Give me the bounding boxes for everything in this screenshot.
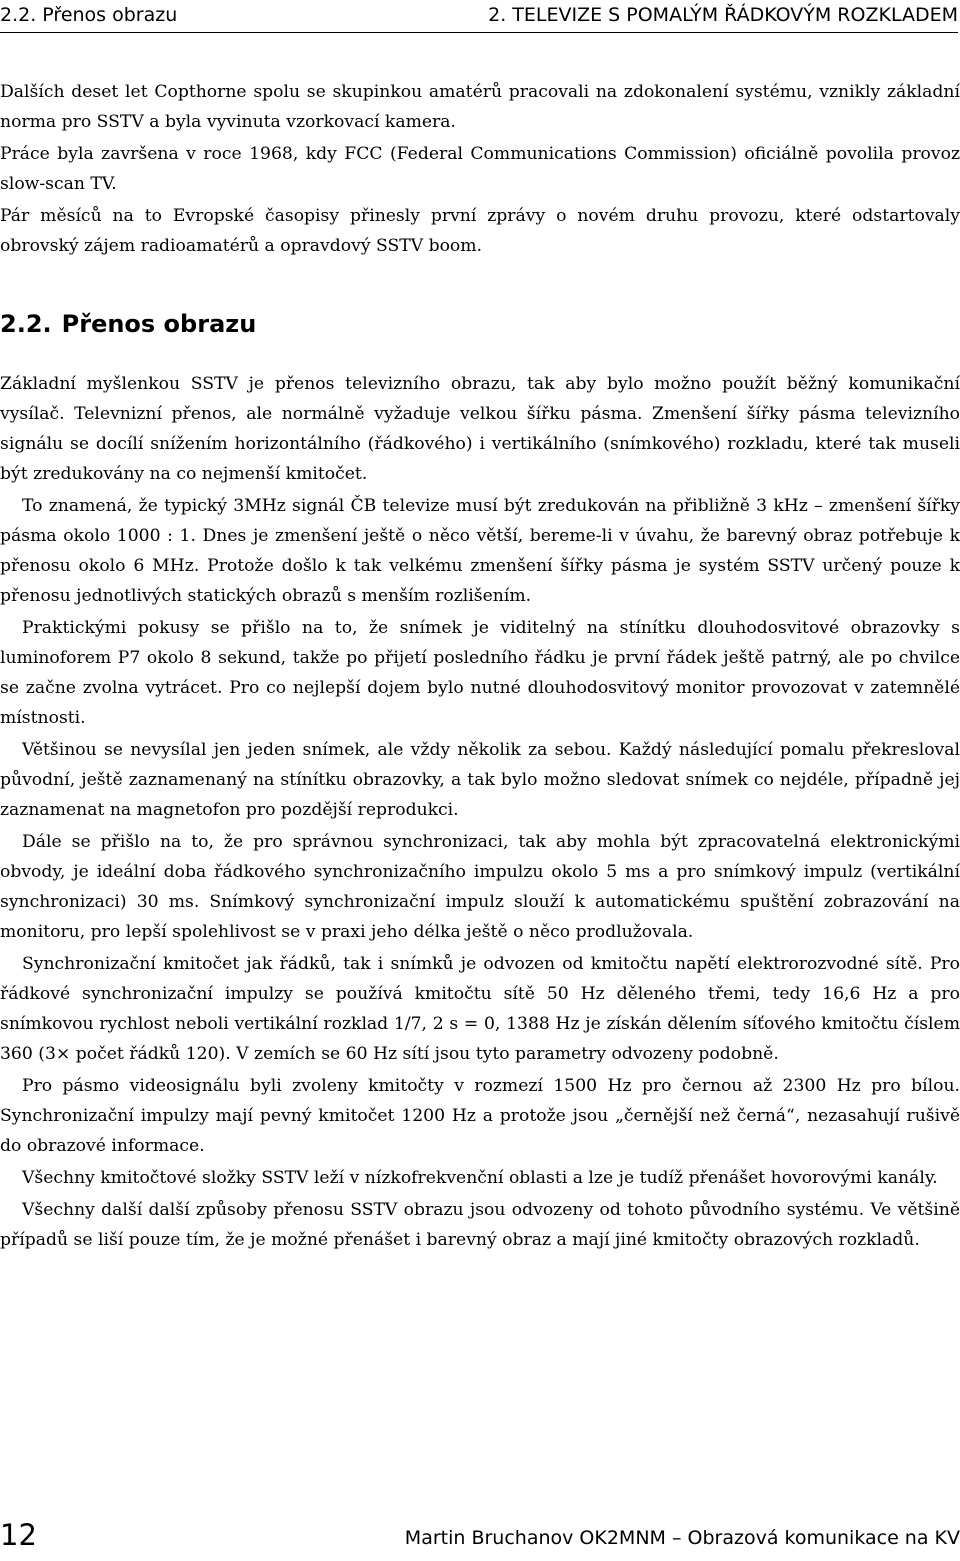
body-paragraph-3: Praktickými pokusy se přišlo na to, že snímek je viditelný na stínítku dlouhodosvitové obrazovky s luminoforem P7 okolo 8 sekund, takže po přijetí posledního řádku je první řádek ještě patrný, ale po chvilce se začne zvolna vytrácet. Pro co nejlepší dojem bylo nutné dlouhodosvitový monitor provozovat v zatemnělé místnosti. [0, 618, 960, 728]
intro-paragraph-1: Dalších deset let Copthorne spolu se skupinkou amatérů pracovali na zdokonalení systému, vznikly základní norma pro SSTV a byla vyvinuta vzorkovací kamera. [0, 82, 960, 132]
page-number: 12 [0, 1518, 37, 1552]
section-title: Přenos obrazu [61, 310, 257, 338]
body-paragraph-5: Dále se přišlo na to, že pro správnou synchronizaci, tak aby mohla být zpracovatelná elektronickými obvody, je ideální doba řádkového synchronizačního impulzu okolo 5 ms a pro snímkový impulz (vertikální synchronizaci) 30 ms. Snímkový synchronizační impulz slouží k automatickému spuštění zobrazování na monitoru, pro lepší spolehlivost se v praxi jeho délka ještě o něco prodlužovala. [0, 832, 960, 942]
running-header [0, 4, 958, 33]
section-heading [0, 309, 960, 339]
header-section-title: 2.2. Přenos obrazu [0, 4, 178, 26]
header-chapter-title: 2. TELEVIZE S POMALÝM ŘÁDKOVÝM ROZKLADEM [488, 4, 958, 26]
intro-paragraph-3: Pár měsíců na to Evropské časopisy přinesly první zprávy o novém druhu provozu, které odstartovaly obrovský zájem radioamatérů a opravdový SSTV boom. [0, 206, 960, 256]
footer-author-title: Martin Bruchanov OK2MNM – Obrazová komunikace na KV [404, 1527, 960, 1549]
body-paragraph-4: Většinou se nevysílal jen jeden snímek, ale vždy několik za sebou. Každý následující pomalu překresloval původní, ještě zaznamenaný na stínítku obrazovky, a tak bylo možno sledovat snímek co nejdéle, případně jej zaznamenat na magnetofon pro pozdější reprodukci. [0, 740, 960, 820]
section-number: 2.2. [0, 310, 52, 338]
body-paragraph-6: Synchronizační kmitočet jak řádků, tak i snímků je odvozen od kmitočtu napětí elektrorozvodné sítě. Pro řádkové synchronizační impulzy se používá kmitočtu sítě 50 Hz děleného třemi, tedy 16,6 Hz a pro snímkovou rychlost neboli vertikální rozklad 1/7, 2 s = 0, 1388 Hz je získán dělením síťového kmitočtu číslem 360 (3× počet řádků 120). V zemích se 60 Hz sítí jsou tyto parametry odvozeny podobně. [0, 954, 960, 1064]
body-paragraph-8: Všechny kmitočtové složky SSTV leží v nízkofrekvenční oblasti a lze je tudíž přenášet hovorovými kanály. [22, 1168, 938, 1188]
page-footer [0, 1518, 960, 1558]
intro-paragraph-2: Práce byla završena v roce 1968, kdy FCC (Federal Communications Commission) oficiálně povolila provoz slow-scan TV. [0, 144, 960, 194]
body-paragraph-9: Všechny další další způsoby přenosu SSTV obrazu jsou odvozeny od tohoto původního systému. Ve většině případů se liší pouze tím, že je možné přenášet i barevný obraz a mají jiné kmitočty obrazových rozkladů. [0, 1200, 960, 1250]
body-paragraph-1: Základní myšlenkou SSTV je přenos televizního obrazu, tak aby bylo možno použít běžný komunikační vysílač. Televnizní přenos, ale normálně vyžaduje velkou šířku pásma. Zmenšení šířky pásma televizního signálu se docílí snížením horizontálního (řádkového) i vertikálního (snímkového) rozkladu, které tak museli být zredukovány na co nejmenší kmitočet. [0, 374, 960, 484]
page-content [0, 77, 960, 1257]
body-paragraph-2: To znamená, že typický 3MHz signál ČB televize musí být zredukován na přibližně 3 kHz – zmenšení šířky pásma okolo 1000 : 1. Dnes je zmenšení ještě o něco větší, bereme-li v úvahu, že barevný obraz potřebuje k přenosu okolo 6 MHz. Protože došlo k tak velkému zmenšení šířky pásma je systém SSTV určený pouze k přenosu jednotlivých statických obrazů s menším rozlišením. [0, 496, 960, 606]
body-paragraph-7: Pro pásmo videosignálu byli zvoleny kmitočty v rozmezí 1500 Hz pro černou až 2300 Hz pro bílou. Synchronizační impulzy mají pevný kmitočet 1200 Hz a protože jsou „černější než černá“, nezasahují rušivě do obrazové informace. [0, 1076, 960, 1156]
